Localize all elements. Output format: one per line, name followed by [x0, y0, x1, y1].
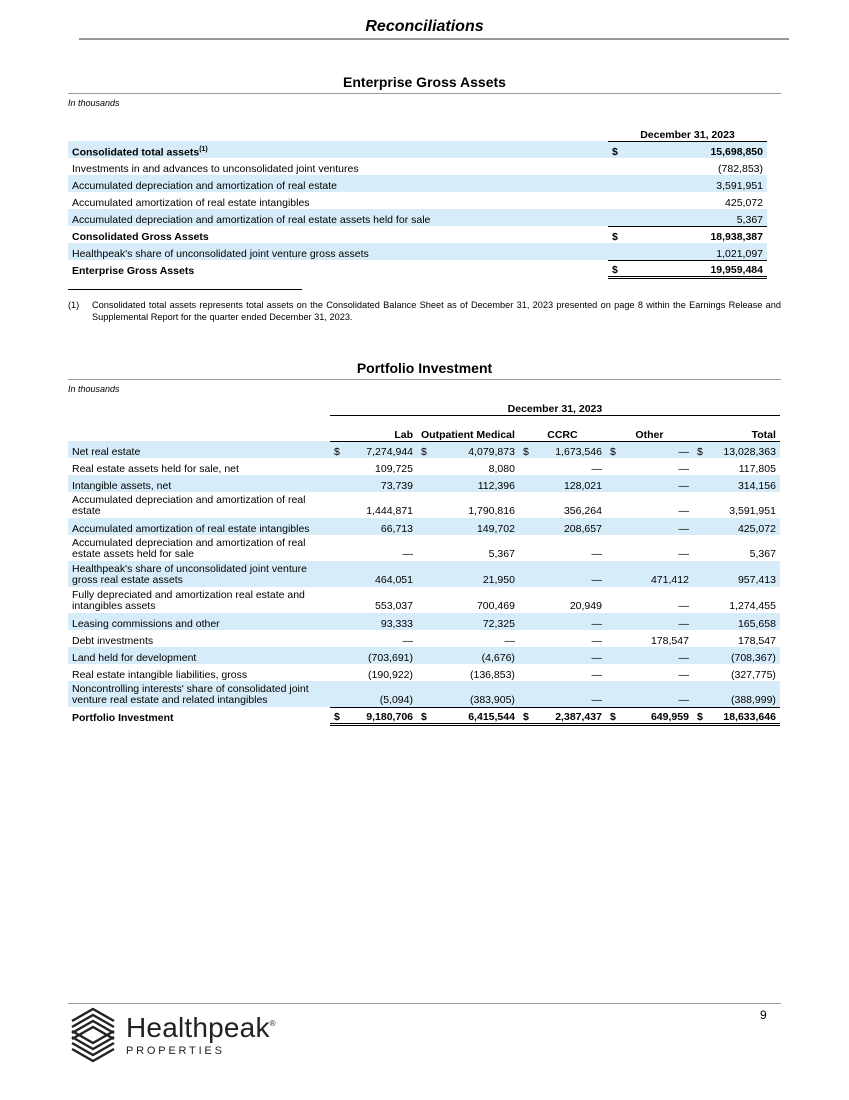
table-row	[68, 175, 767, 192]
table-row	[68, 192, 767, 209]
pi-units: In thousands	[68, 384, 120, 394]
dollar-sign	[330, 630, 344, 647]
dollar-sign	[417, 458, 433, 475]
dollar-sign	[693, 561, 707, 587]
table-row	[68, 561, 780, 587]
cell-value: (708,367)	[730, 652, 776, 664]
row-label: Enterprise Gross Assets	[72, 265, 195, 277]
dollar-sign: $	[421, 446, 427, 458]
row-label: Debt investments	[72, 635, 154, 647]
footnote-rule	[68, 289, 302, 290]
dollar-sign	[330, 492, 344, 518]
dollar-sign	[417, 518, 433, 535]
row-label: Land held for development	[72, 652, 197, 664]
cell-value: (383,905)	[469, 693, 515, 706]
cell-value: —	[678, 523, 689, 535]
row-value: 19,959,484	[622, 260, 767, 277]
cell-value: 20,949	[569, 600, 602, 612]
dollar-sign: $	[608, 260, 622, 277]
healthpeak-logo	[70, 1007, 276, 1063]
dollar-sign	[519, 681, 533, 707]
dollar-sign	[330, 458, 344, 475]
cell-value: —	[678, 480, 689, 492]
footnote-number: (1)	[68, 300, 80, 310]
brand-sub: PROPERTIES	[126, 1045, 225, 1057]
table-row	[68, 226, 767, 243]
dollar-sign	[417, 613, 433, 630]
cell-value: —	[591, 669, 602, 681]
cell-value: —	[504, 635, 515, 647]
row-label: Real estate intangible liabilities, gross	[72, 669, 248, 681]
cell-value: 425,072	[737, 523, 776, 535]
cell-value: 73,739	[380, 480, 413, 492]
cell-value: —	[591, 652, 602, 664]
row-value: 15,698,850	[710, 146, 763, 158]
dollar-sign: $	[519, 707, 533, 724]
cell-value: (327,775)	[730, 669, 776, 681]
cell-value: —	[591, 463, 602, 475]
footnote-text: Consolidated total assets represents total assets on the Consolidated Balance Sheet as of December 31, 2023 presented on page 8 within the Earnings Release and Supplemental Report for the quarter ended December 31, 2023.	[92, 300, 781, 322]
cell-value: 109,725	[375, 463, 413, 475]
row-value: 425,072	[725, 197, 763, 209]
cell-value: 117,805	[738, 463, 776, 475]
dollar-sign	[330, 561, 344, 587]
column-header-lab: Lab	[330, 415, 417, 441]
dollar-sign	[693, 647, 707, 664]
table-row	[68, 158, 767, 175]
row-label: Investments in and advances to unconsolidated joint ventures	[72, 163, 359, 175]
dollar-sign: $	[417, 707, 433, 724]
dollar-sign	[519, 535, 533, 561]
dollar-sign: $	[609, 446, 616, 458]
dollar-sign	[693, 681, 707, 707]
dollar-sign	[606, 664, 620, 681]
cell-value: —	[678, 463, 689, 475]
dollar-sign	[417, 587, 433, 613]
dollar-sign: $	[696, 446, 703, 458]
pi-title: Portfolio Investment	[356, 360, 493, 376]
dollar-sign	[693, 613, 707, 630]
dollar-sign	[606, 630, 620, 647]
cell-value: 178,547	[650, 635, 689, 647]
dollar-sign	[417, 561, 433, 587]
row-label: Accumulated depreciation and amortization of real estate assets held for sale	[72, 537, 306, 560]
cell-value: —	[678, 446, 689, 458]
title-rule	[79, 38, 789, 40]
cell-value: 93,333	[380, 618, 413, 630]
table-row	[68, 243, 767, 260]
dollar-sign	[330, 587, 344, 613]
row-label: Real estate assets held for sale, net	[72, 463, 239, 475]
dollar-sign	[519, 475, 533, 492]
footnote-ref: (1)	[199, 145, 208, 153]
ega-header-date: December 31, 2023	[608, 124, 767, 141]
dollar-sign	[519, 518, 533, 535]
row-label: Net real estate	[72, 446, 141, 458]
cell-value: 208,657	[563, 523, 602, 535]
cell-value: 9,180,706	[344, 707, 417, 724]
healthpeak-mark-icon	[70, 1007, 116, 1063]
dollar-sign	[330, 647, 344, 664]
dollar-sign	[330, 613, 344, 630]
dollar-sign	[693, 535, 707, 561]
table-row	[68, 458, 780, 475]
row-label: Accumulated depreciation and amortization of real estate	[72, 180, 337, 192]
cell-value: —	[678, 600, 689, 612]
cell-value: 178,547	[737, 635, 776, 647]
dollar-sign	[330, 664, 344, 681]
dollar-sign	[606, 535, 620, 561]
cell-value: 1,444,871	[366, 505, 413, 517]
table-row	[68, 475, 780, 492]
dollar-sign	[519, 492, 533, 518]
footer-rule	[68, 1003, 781, 1004]
brand-reg: ®	[269, 1019, 276, 1028]
cell-value: 356,264	[563, 505, 602, 517]
dollar-sign	[519, 561, 533, 587]
row-value: 5,367	[736, 213, 763, 226]
brand-name: Healthpeak	[126, 1012, 270, 1043]
row-label: Accumulated amortization of real estate intangibles	[72, 197, 310, 209]
table-row	[68, 518, 780, 535]
row-label: Healthpeak's share of unconsolidated joint venture gross assets	[72, 248, 369, 260]
footnote	[68, 299, 781, 323]
dollar-sign	[330, 681, 344, 707]
cell-value: (388,999)	[730, 693, 776, 706]
dollar-sign	[606, 647, 620, 664]
row-label: Consolidated Gross Assets	[72, 231, 209, 243]
page-title: Reconciliations	[365, 18, 484, 35]
cell-value: 553,037	[375, 600, 413, 612]
row-label: Accumulated depreciation and amortization of real estate assets held for sale	[72, 214, 431, 226]
table-row	[68, 260, 767, 277]
cell-value: 700,469	[476, 600, 515, 612]
cell-value: —	[678, 669, 689, 681]
cell-value: —	[591, 693, 602, 706]
enterprise-gross-assets-table	[68, 124, 767, 279]
dollar-sign	[606, 561, 620, 587]
portfolio-investment-table	[68, 399, 780, 726]
table-row	[68, 535, 780, 561]
ega-units: In thousands	[68, 98, 120, 108]
pi-title-rule	[68, 379, 781, 380]
cell-value: 649,959	[620, 707, 693, 724]
row-label: Noncontrolling interests' share of consolidated joint venture real estate and related intangibles	[72, 683, 309, 706]
table-row	[68, 141, 767, 158]
row-value: 3,591,951	[716, 180, 763, 192]
dollar-sign	[693, 475, 707, 492]
cell-value: 165,658	[737, 618, 776, 630]
row-value: 18,938,387	[622, 226, 767, 243]
cell-value: —	[678, 548, 689, 560]
table-row	[68, 647, 780, 664]
cell-value: 112,396	[477, 480, 515, 492]
row-label: Consolidated total assets	[72, 146, 200, 158]
table-row	[68, 630, 780, 647]
dollar-sign	[417, 630, 433, 647]
dollar-sign: $	[330, 707, 344, 724]
dollar-sign	[606, 475, 620, 492]
dollar-sign	[417, 647, 433, 664]
cell-value: —	[591, 574, 602, 586]
dollar-sign	[519, 647, 533, 664]
page-number: 9	[760, 1008, 767, 1022]
row-label: Intangible assets, net	[72, 480, 172, 492]
row-label: Fully depreciated and amortization real estate and intangibles assets	[72, 589, 305, 612]
cell-value: 13,028,363	[723, 446, 776, 458]
row-value: 1,021,097	[716, 247, 763, 260]
row-value: (782,853)	[718, 163, 763, 175]
table-row	[68, 681, 780, 707]
dollar-sign	[693, 664, 707, 681]
table-row	[68, 441, 780, 458]
cell-value: 18,633,646	[707, 707, 780, 724]
table-row	[68, 664, 780, 681]
dollar-sign: $	[693, 707, 707, 724]
dollar-sign	[693, 587, 707, 613]
cell-value: 128,021	[563, 480, 602, 492]
cell-value: 314,156	[737, 480, 776, 492]
dollar-sign	[417, 535, 433, 561]
dollar-sign	[330, 475, 344, 492]
cell-value: —	[678, 505, 689, 517]
cell-value: 4,079,873	[468, 446, 515, 458]
table-row	[68, 209, 767, 226]
dollar-sign	[606, 587, 620, 613]
cell-value: 66,713	[380, 523, 413, 535]
cell-value: 5,367	[749, 548, 776, 560]
cell-value: —	[402, 635, 413, 647]
table-row	[68, 587, 780, 613]
dollar-sign	[693, 458, 707, 475]
cell-value: 1,274,455	[729, 600, 776, 612]
column-header-outpatient-medical: Outpatient Medical	[417, 415, 519, 441]
ega-title: Enterprise Gross Assets	[343, 74, 506, 90]
dollar-sign	[417, 681, 433, 707]
dollar-sign: $	[612, 146, 618, 158]
cell-value: —	[678, 618, 689, 630]
dollar-sign	[519, 613, 533, 630]
column-header-other: Other	[606, 415, 693, 441]
table-row	[68, 707, 780, 724]
dollar-sign	[606, 518, 620, 535]
dollar-sign	[330, 518, 344, 535]
dollar-sign	[519, 458, 533, 475]
cell-value: 1,790,816	[468, 505, 515, 517]
row-label: Portfolio Investment	[72, 712, 174, 724]
dollar-sign	[693, 630, 707, 647]
cell-value: (5,094)	[379, 693, 413, 706]
cell-value: 6,415,544	[433, 707, 519, 724]
pi-header-date: December 31, 2023	[330, 399, 780, 415]
dollar-sign	[606, 492, 620, 518]
row-label: Healthpeak's share of unconsolidated joint venture gross real estate assets	[72, 563, 307, 586]
cell-value: 21,950	[482, 574, 515, 586]
cell-value: —	[591, 635, 602, 647]
table-row	[68, 613, 780, 630]
cell-value: (136,853)	[469, 669, 515, 681]
cell-value: 471,412	[650, 574, 689, 586]
column-header-ccrc: CCRC	[519, 415, 606, 441]
dollar-sign: $	[608, 226, 622, 243]
cell-value: —	[591, 548, 602, 560]
cell-value: 7,274,944	[366, 446, 413, 458]
dollar-sign	[519, 630, 533, 647]
dollar-sign	[606, 613, 620, 630]
dollar-sign	[693, 492, 707, 518]
dollar-sign	[519, 587, 533, 613]
cell-value: —	[678, 693, 689, 706]
dollar-sign	[606, 458, 620, 475]
cell-value: (703,691)	[368, 652, 413, 664]
row-label: Accumulated depreciation and amortization of real estate	[72, 494, 306, 517]
ega-title-rule	[68, 93, 781, 94]
dollar-sign	[417, 664, 433, 681]
cell-value: 149,702	[476, 523, 515, 535]
dollar-sign: $	[334, 446, 340, 458]
cell-value: 1,673,546	[555, 446, 602, 458]
column-header-total: Total	[693, 415, 780, 441]
dollar-sign	[519, 664, 533, 681]
cell-value: —	[591, 618, 602, 630]
cell-value: 5,367	[488, 548, 515, 560]
dollar-sign	[693, 518, 707, 535]
dollar-sign	[606, 681, 620, 707]
dollar-sign: $	[522, 446, 529, 458]
dollar-sign	[417, 475, 433, 492]
cell-value: (4,676)	[481, 652, 515, 664]
dollar-sign	[330, 535, 344, 561]
table-row	[68, 492, 780, 518]
row-label: Accumulated amortization of real estate intangibles	[72, 523, 310, 535]
cell-value: 957,413	[737, 574, 776, 586]
cell-value: 8,080	[488, 463, 515, 475]
cell-value: 3,591,951	[729, 505, 776, 517]
cell-value: —	[402, 548, 413, 560]
cell-value: 72,325	[482, 618, 515, 630]
cell-value: —	[678, 652, 689, 664]
cell-value: 2,387,437	[533, 707, 606, 724]
cell-value: 464,051	[375, 574, 413, 586]
dollar-sign: $	[606, 707, 620, 724]
cell-value: (190,922)	[368, 669, 413, 681]
dollar-sign	[417, 492, 433, 518]
row-label: Leasing commissions and other	[72, 618, 220, 630]
